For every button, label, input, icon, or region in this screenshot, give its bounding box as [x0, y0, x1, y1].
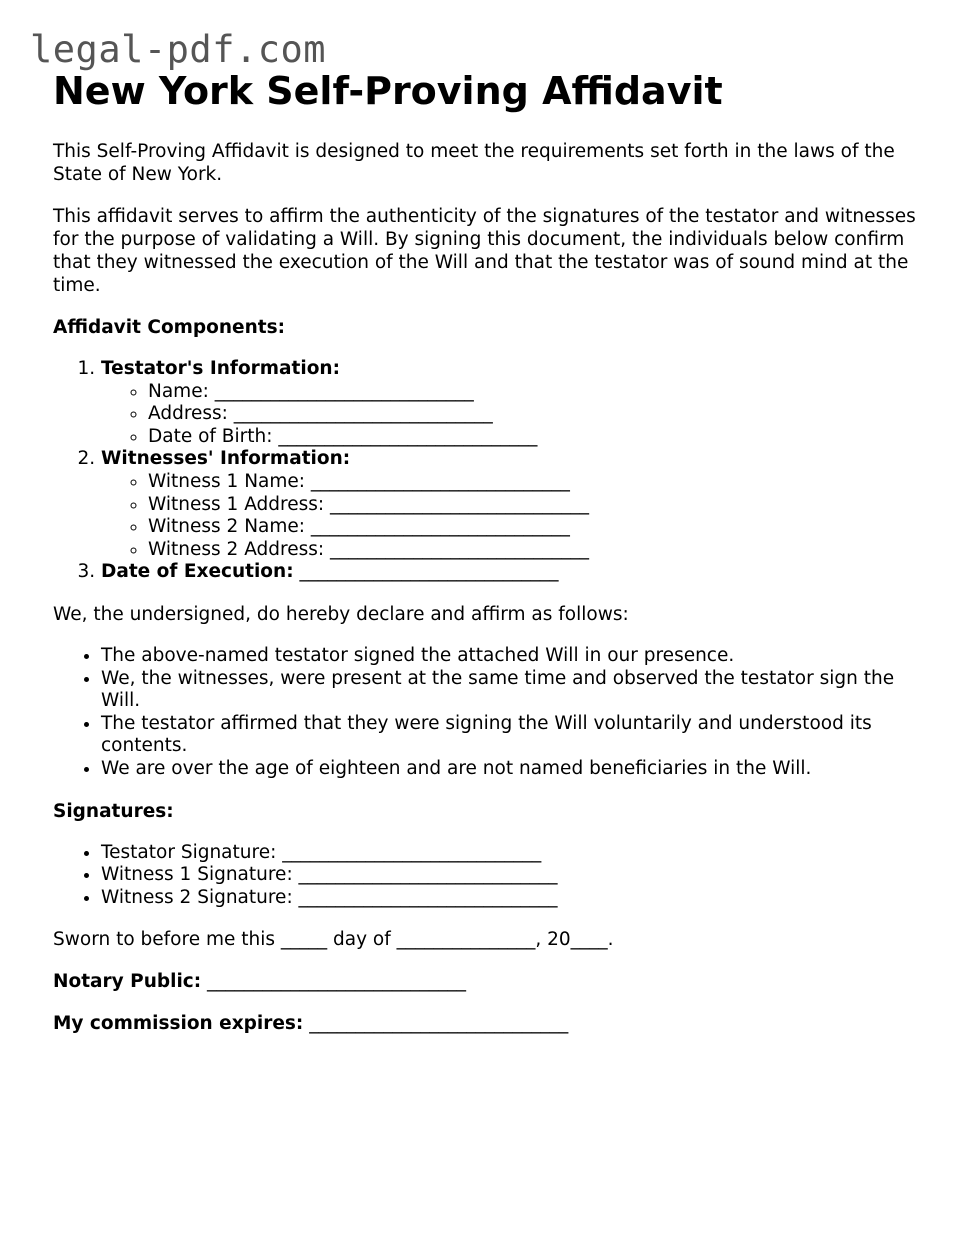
document-page	[53, 66, 933, 1054]
witness-1-address-field: Witness 1 Address: ____________________________	[148, 493, 589, 515]
signature-item	[101, 887, 933, 910]
testator-address-field: Address: ____________________________	[148, 403, 493, 425]
component-execution-date	[101, 561, 933, 584]
component-label: Witnesses' Information:	[101, 448, 351, 470]
affirmation-item: • The testator affirmed that they were signing the Will voluntarily and understood its contents.	[101, 713, 933, 758]
components-heading: Affidavit Components:	[53, 317, 286, 338]
signatures-list	[53, 842, 933, 910]
components-list	[53, 358, 933, 584]
field-item	[148, 471, 933, 494]
field-item	[148, 381, 933, 404]
component-testator	[101, 358, 933, 448]
component-label: Date of Execution:	[101, 561, 294, 583]
witness-2-signature-field: Witness 2 Signature: ____________________________	[101, 886, 558, 908]
notary-blank: ____________________________	[201, 971, 467, 993]
document-title: New York Self-Proving Affidavit	[53, 69, 723, 113]
witness-1-signature-field: Witness 1 Signature: ____________________________	[101, 864, 558, 886]
field-item	[148, 516, 933, 539]
declaration-text: We, the undersigned, do hereby declare and affirm as follows:	[53, 603, 629, 625]
field-item	[148, 403, 933, 426]
witness-1-name-field: Witness 1 Name: ____________________________	[148, 470, 570, 492]
field-item	[148, 539, 933, 562]
component-witnesses	[101, 448, 933, 561]
witness-2-address-field: Witness 2 Address: ____________________________	[148, 538, 589, 560]
signatures-heading: Signatures:	[53, 800, 174, 822]
testator-dob-field: Date of Birth: ____________________________	[148, 425, 538, 447]
witness-2-name-field: Witness 2 Name: ____________________________	[148, 516, 570, 538]
field-item	[148, 494, 933, 517]
affirmation-item: • We, the witnesses, were present at the same time and observed the testator sign the Will.	[101, 668, 933, 713]
affirmation-item: • We are over the age of eighteen and are not named beneficiaries in the Will.	[101, 758, 933, 781]
testator-name-field: Name: ____________________________	[148, 380, 474, 402]
commission-label: My commission expires:	[53, 1013, 304, 1035]
commission-line	[53, 1012, 933, 1035]
witness-fields	[101, 471, 933, 561]
field-item	[148, 426, 933, 449]
intro-paragraph-2: This affidavit serves to affirm the authenticity of the signatures of the testator and witnesses for the purpose of validating a Will. By signing this document, the individuals below confirm that they witnessed the execution of the Will and that the testator was of sound mind at the time.	[53, 206, 916, 296]
notary-line	[53, 970, 933, 993]
notary-label: Notary Public:	[53, 971, 202, 993]
affirmations-list	[53, 645, 933, 781]
intro-paragraph-1: This Self-Proving Affidavit is designed to meet the requirements set forth in the laws of the State of New York.	[53, 141, 895, 185]
signature-item	[101, 864, 933, 887]
signature-item	[101, 842, 933, 865]
sworn-statement: Sworn to before me this _____ day of _______________, 20____.	[53, 929, 614, 951]
commission-blank: ____________________________	[303, 1013, 569, 1035]
affirmation-item: • The above-named testator signed the attached Will in our presence.	[101, 645, 933, 668]
component-label: Testator's Information:	[101, 358, 341, 379]
execution-date-field: ____________________________	[293, 561, 559, 583]
watermark-logo: legal-pdf.com	[30, 28, 327, 71]
testator-fields	[101, 381, 933, 449]
testator-signature-field: Testator Signature: ____________________________	[101, 841, 542, 863]
